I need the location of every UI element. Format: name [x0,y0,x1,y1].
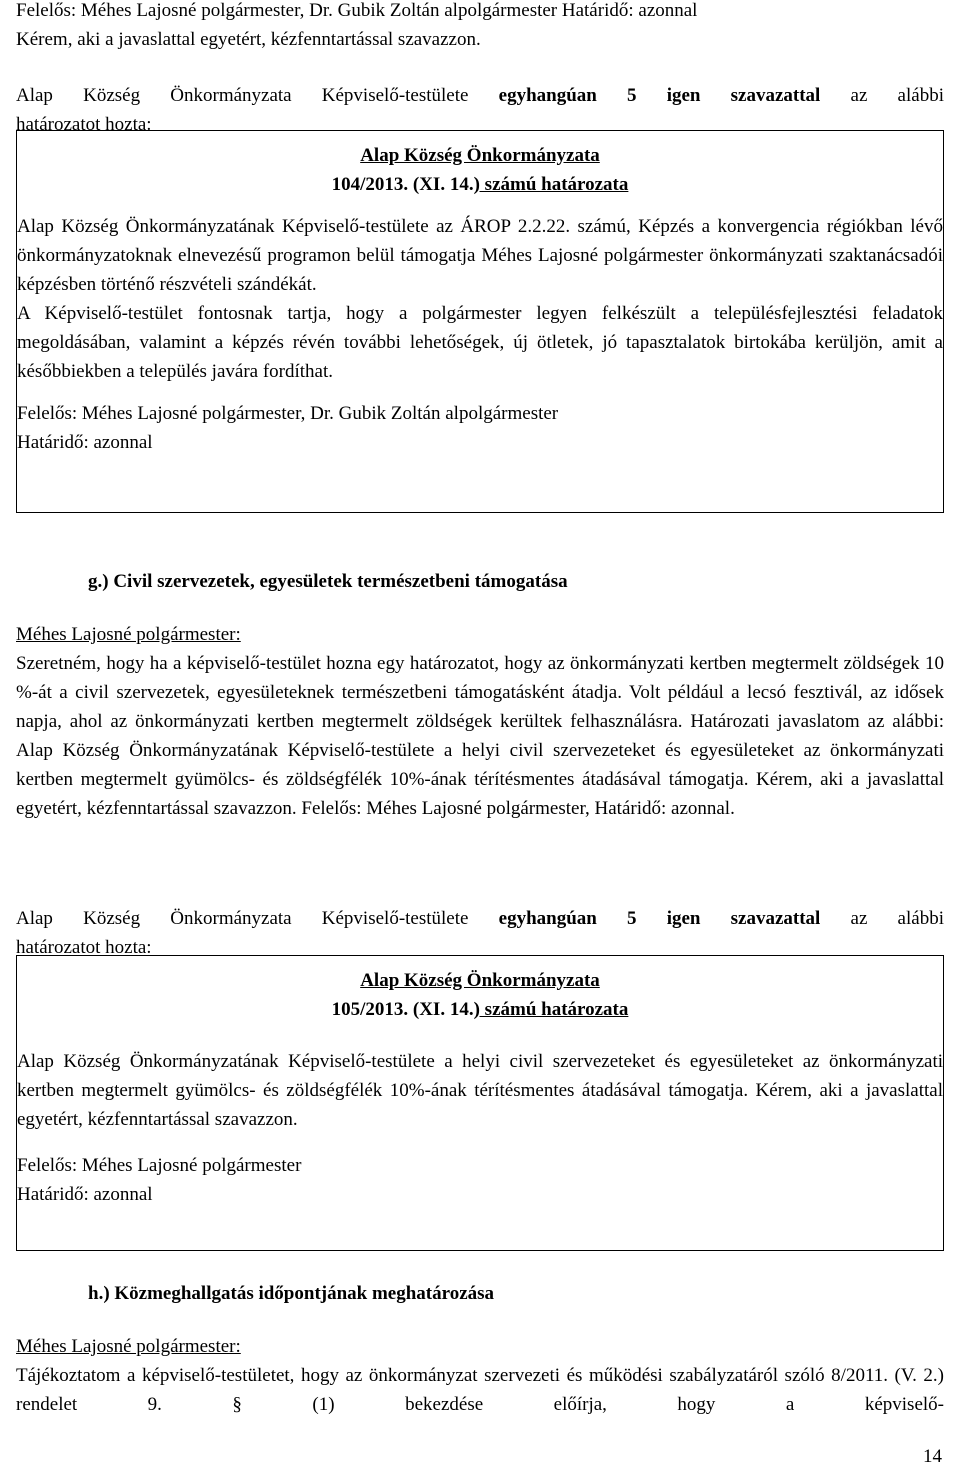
speaker-text: Szeretném, hogy ha a képviselő-testület hozna egy határozatot, hogy az önkormányzati kertben megtermelt zöldségek 10 %-át a civil szervezetek, egyesületeknek természetbeni támogatásként átadja. Volt például a lecsó fesztivál, az idősek napja, ahol az önkormányzati kertben megtermelt zöldségek kerültek felhasználásra. Határozati javaslatom az alábbi: Alap Község Önkormányzatának Képviselő-testülete a helyi civil szervezeteket és egyesületeket az önkormányzati kertben megtermelt gyümölcs- és zöldségfélék 10%-ának térítésmentes átadásával támogatja. Kérem, aki a javaslattal egyetért, kézfenntartással szavazzon. Felelős: Méhes Lajosné polgármester, Határidő: azonnal. [16,653,944,819]
resolution-number [17,995,943,1024]
resolution-number-suffix: ) számú határozata [473,174,629,195]
resolution-box-104 [16,130,944,513]
vote-line-2: határozatot hozta: [16,114,152,135]
vote-line-2: határozatot hozta: [16,937,152,958]
section-h [16,1279,944,1419]
resolution-deadline: Határidő: azonnal [17,1184,153,1205]
top-vote-request: Kérem, aki a javaslattal egyetért, kézfenntartással szavazzon. [16,29,481,50]
resolution-number-date: 105/2013. (XI. 14. [331,999,474,1020]
vote-line [16,81,944,110]
resolution-body-2: A Képviselő-testület fontosnak tartja, hogy a polgármester legyen felkészült a településfejlesztési feladatok megoldásában, valamint a képzés révén további lehetőségek, új ötletek, jó tapasztalatok birtokába kerüljön, amit a későbbiekben a település javára fordíthat. [17,303,943,382]
resolution-responsible: Felelős: Méhes Lajosné polgármester, Dr. Gubik Zoltán alpolgármester [17,403,559,424]
speaker-text: Tájékoztatom a képviselő-testületet, hogy az önkormányzat szervezeti és működési szabályzatáról szóló 8/2011. (V. 2.) rendelet 9. § (1) bekezdése előírja, hogy a képviselő- [16,1365,944,1415]
vote-text: Alap Község Önkormányzata Képviselő-testülete [16,908,499,929]
vote-text: Alap Község Önkormányzata Képviselő-testülete [16,85,499,106]
section-g-title: g.) Civil szervezetek, egyesületek természetbeni támogatása [88,571,568,592]
resolution-deadline: Határidő: azonnal [17,432,153,453]
top-lines [16,0,944,54]
speaker-label: Méhes Lajosné polgármester: [16,1336,241,1357]
resolution-number [17,170,943,199]
vote-statement-2 [16,904,944,962]
resolution-heading: Alap Község Önkormányzata [360,970,600,991]
resolution-responsible: Felelős: Méhes Lajosné polgármester [17,1155,302,1176]
resolution-heading: Alap Község Önkormányzata [360,145,600,166]
section-h-title: h.) Közmeghallgatás időpontjának meghatározása [88,1283,495,1304]
resolution-number-date: 104/2013. (XI. 14. [331,174,474,195]
resolution-number-suffix: ) számú határozata [473,999,629,1020]
vote-result: egyhangúan 5 igen szavazattal [498,85,821,106]
vote-text-end: az alábbi [820,908,944,929]
vote-text-end: az alábbi [820,85,944,106]
vote-result: egyhangúan 5 igen szavazattal [498,908,821,929]
resolution-body: Alap Község Önkormányzatának Képviselő-testülete a helyi civil szervezeteket és egyesületeket az önkormányzati kertben megtermelt gyümölcs- és zöldségfélék 10%-ának térítésmentes átadásával támogatja. Kérem, aki a javaslattal egyetért, kézfenntartással szavazzon. [17,1051,943,1130]
speaker-label: Méhes Lajosné polgármester: [16,624,241,645]
top-responsible-line: Felelős: Méhes Lajosné polgármester, Dr. Gubik Zoltán alpolgármester Határidő: azonnal [16,0,698,21]
section-g [16,567,944,823]
resolution-box-105 [16,955,944,1251]
vote-line [16,904,944,933]
page-number: 14 [923,1446,942,1467]
resolution-body: Alap Község Önkormányzatának Képviselő-testülete az ÁROP 2.2.22. számú, Képzés a konvergencia régiókban lévő önkormányzatoknak elnevezésű programon belül támogatja Méhes Lajosné polgármester önkormányzati szaktanácsadói képzésben történő részvételi szándékát. [17,216,943,295]
